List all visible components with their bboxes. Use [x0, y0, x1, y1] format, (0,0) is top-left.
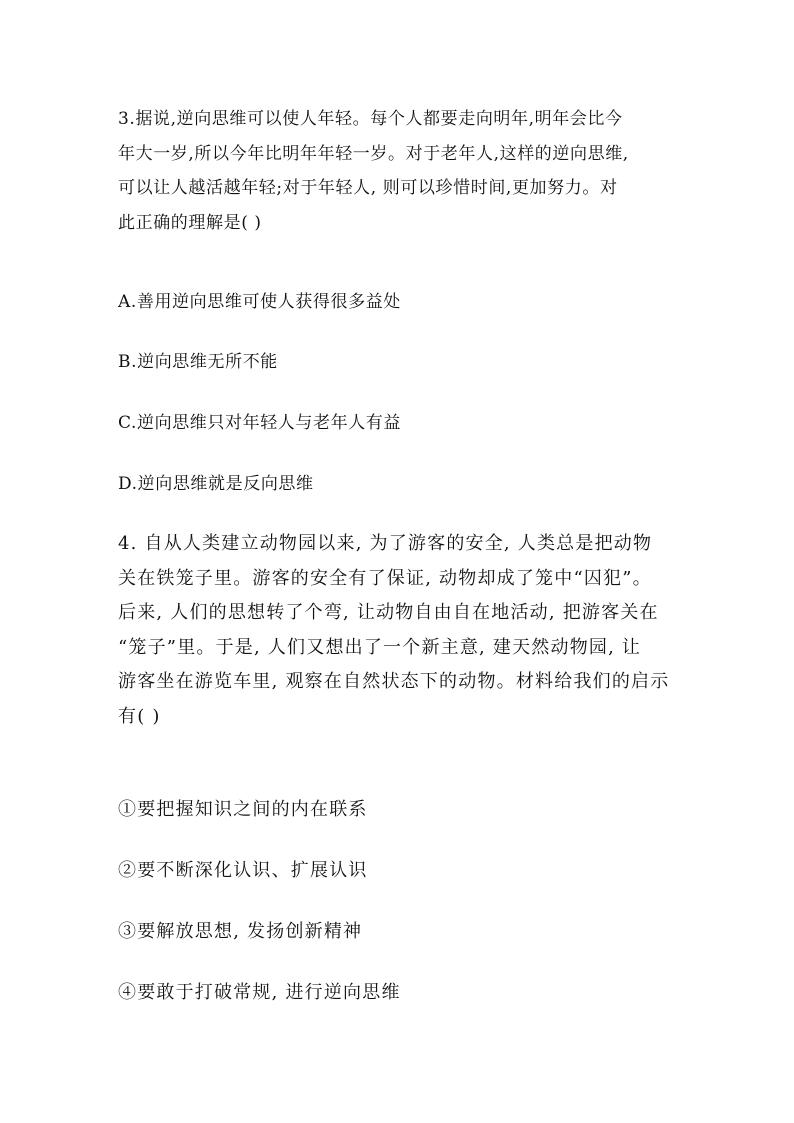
question-4-line: 游客坐在游览车里, 观察在自然状态下的动物。材料给我们的启示 — [118, 671, 670, 693]
question-4-line: 关在铁笼子里。游客的安全有了保证, 动物却成了笼中“囚犯”。 — [118, 567, 652, 589]
question-3-option-b: B.逆向思维无所不能 — [118, 352, 278, 372]
question-4-line: “笼子”里。于是, 人们又想出了一个新主意, 建天然动物园, 让 — [118, 636, 642, 658]
question-3-option-a: A.善用逆向思维可使人获得很多益处 — [118, 292, 401, 312]
question-4-statement-4: ④要敢于打破常规, 进行逆向思维 — [118, 982, 401, 1003]
question-3-line: 3.据说,逆向思维可以使人年轻。每个人都要走向明年,明年会比今 — [118, 109, 623, 129]
question-3-line: 可以让人越活越年轻;对于年轻人, 则可以珍惜时间,更加努力。对 — [118, 178, 618, 199]
question-3-stem — [118, 102, 698, 240]
question-4-line: 有( ) — [118, 705, 161, 727]
question-3-option-d: D.逆向思维就是反向思维 — [118, 474, 314, 494]
question-3-line: 此正确的理解是( ) — [118, 212, 262, 233]
question-4-statement-2: ②要不断深化认识、扩展认识 — [118, 860, 368, 881]
question-3-option-c: C.逆向思维只对年轻人与老年人有益 — [118, 413, 402, 433]
question-4-stem — [118, 527, 698, 735]
question-4-line: 后来, 人们的思想转了个弯, 让动物自由自在地活动, 把游客关在 — [118, 602, 659, 624]
question-3-line: 年大一岁,所以今年比明年年轻一岁。对于老年人,这样的逆向思维, — [118, 143, 629, 164]
question-4-statement-1: ①要把握知识之间的内在联系 — [118, 799, 368, 820]
question-4-line: 4. 自从人类建立动物园以来, 为了游客的安全, 人类总是把动物 — [118, 533, 653, 554]
question-4-statement-3: ③要解放思想, 发扬创新精神 — [118, 921, 363, 942]
